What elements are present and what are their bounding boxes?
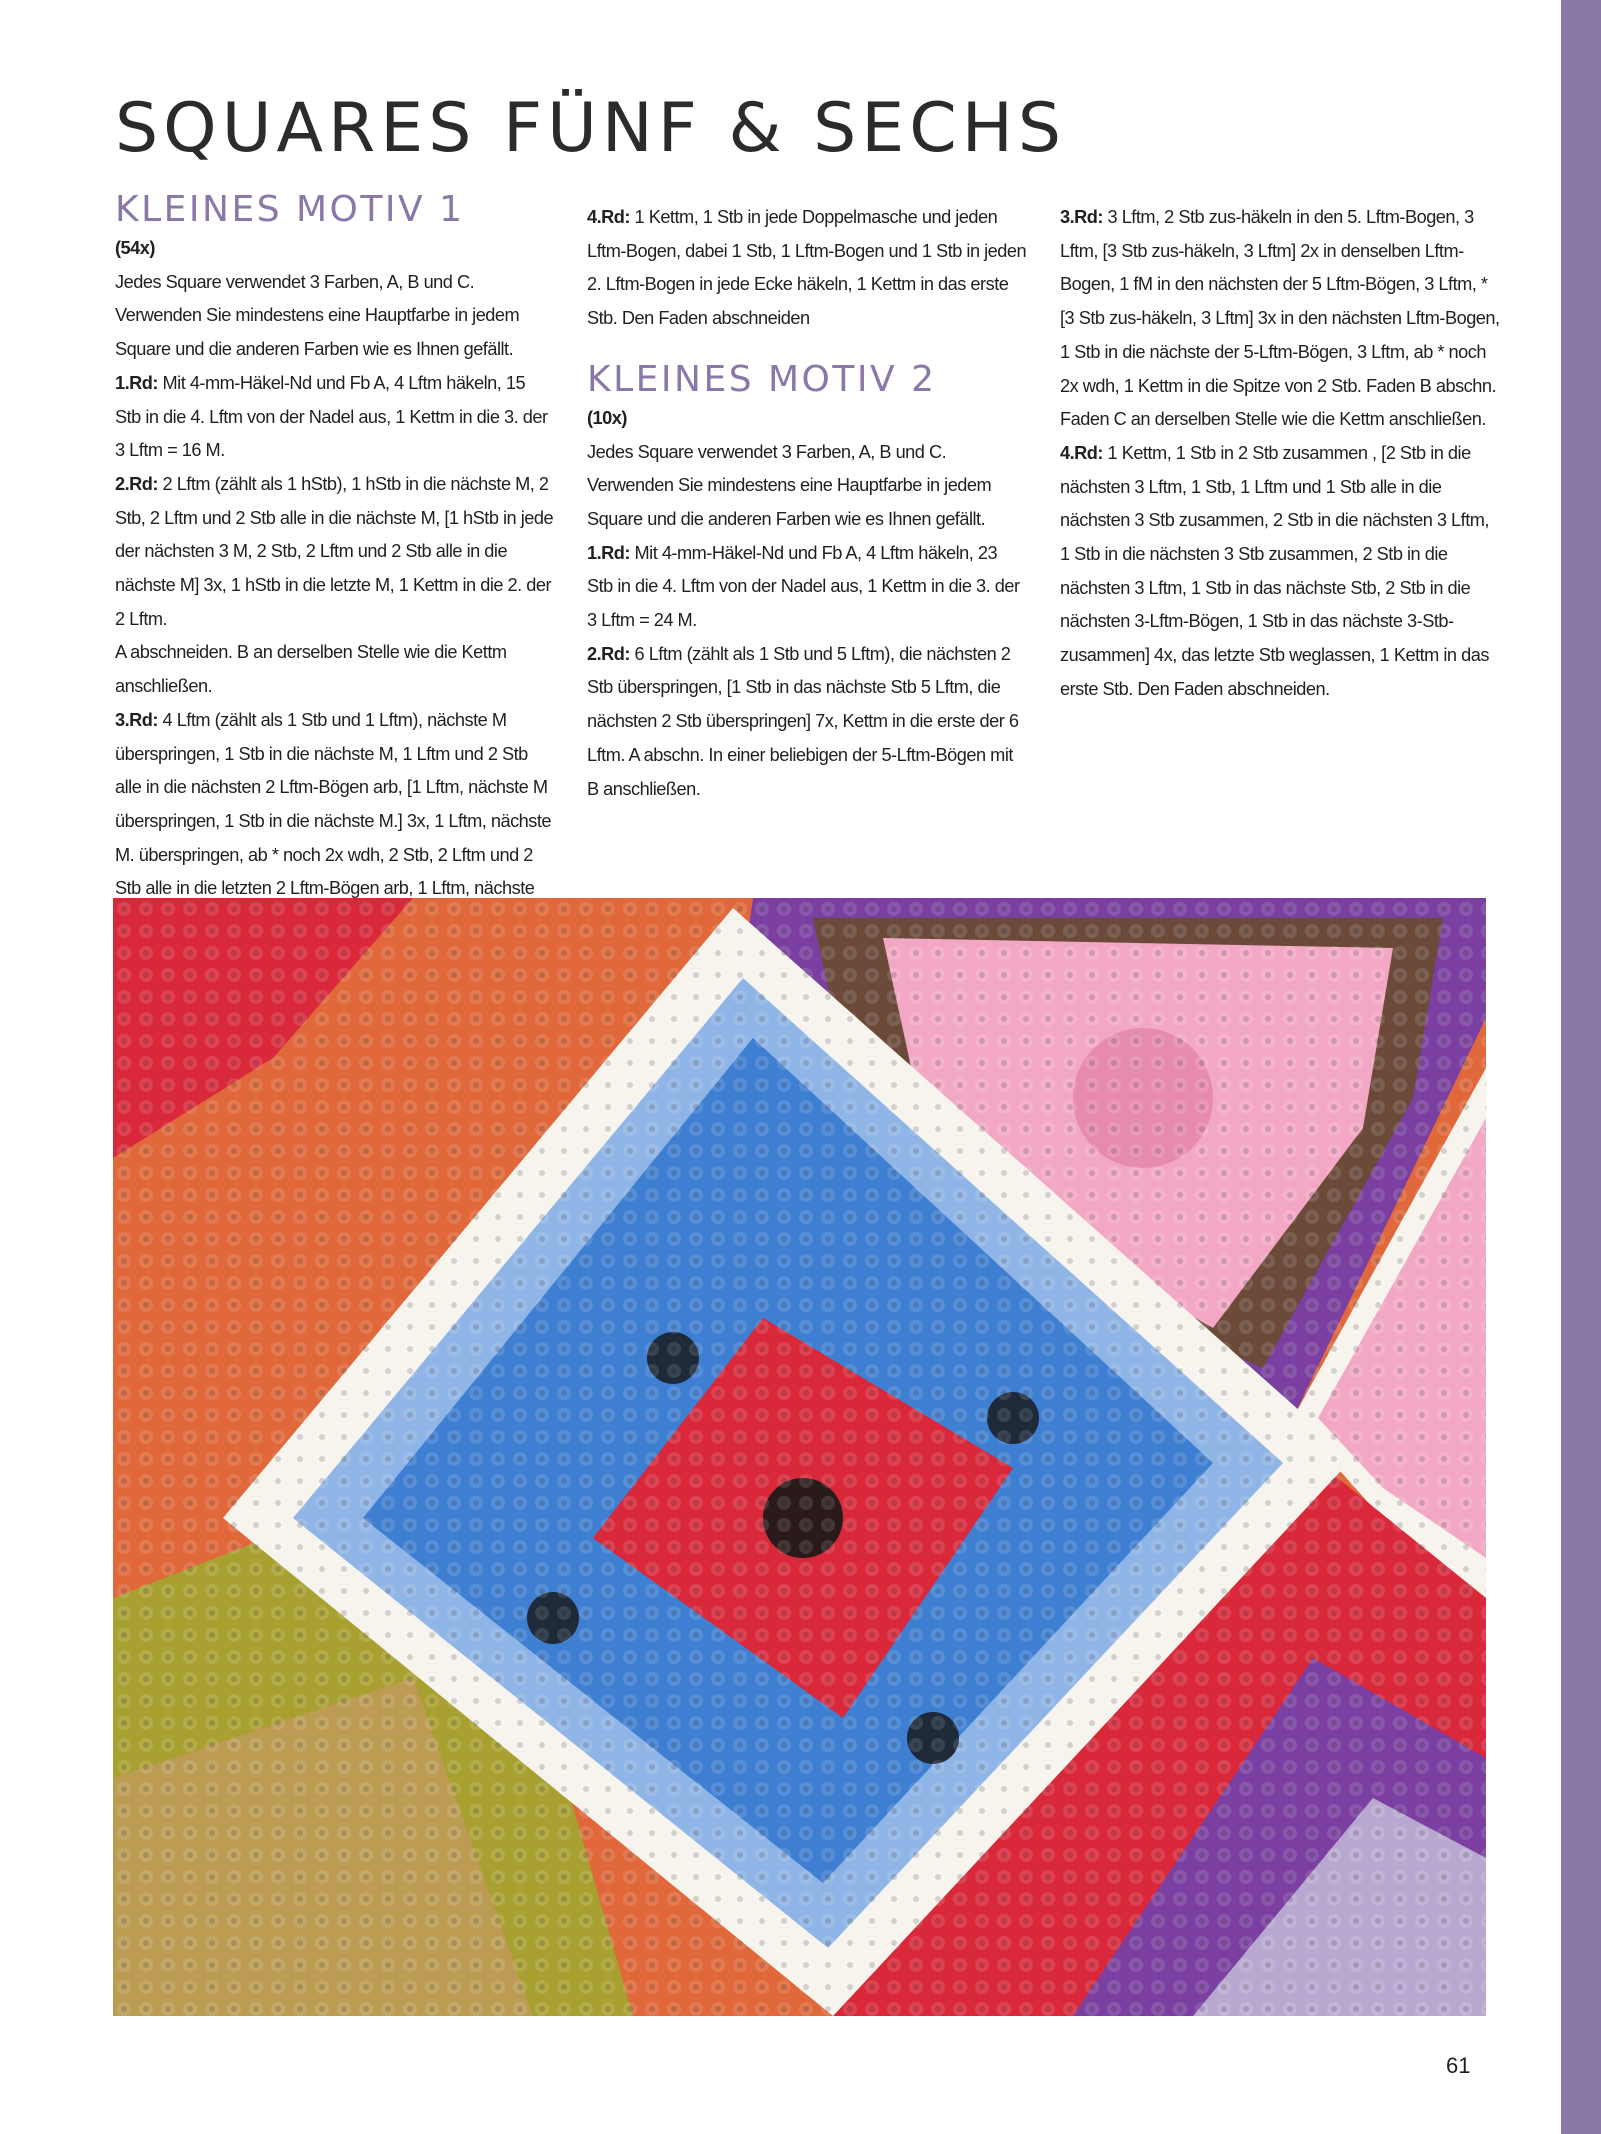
motif1-round-4 — [587, 201, 1027, 336]
motif2-round-4-label: 4.Rd: — [1060, 442, 1103, 463]
motif2-intro: Jedes Square verwendet 3 Farben, A, B und C. Verwenden Sie mindestens eine Hauptfarbe in jedem Square und die anderen Farben wie es Ihnen gefällt. — [587, 441, 992, 529]
motif2-round-3-text: 3 Lftm, 2 Stb zus-häkeln in den 5. Lftm-Bogen, 3 Lftm, [3 Stb zus-häkeln, 3 Lftm] 2x in denselben Lftm-Bogen, 1 fM in den nächsten der 5 Lftm-Bögen, 3 Lftm, *[3 Stb zus-häkeln, 3 Lftm] 3x in den nächsten Lftm-Bogen, 1 Stb in die nächste der 5-Lftm-Bögen, 3 Lftm, ab * noch 2x wdh, 1 Kettm in die Spitze von 2 Stb. Faden B abschn. — [1060, 207, 1500, 396]
motif2-round-2-text: 6 Lftm (zählt als 1 Stb und 5 Lftm), die nächsten 2 Stb überspringen, [1 Stb in das nächste Stb 5 Lftm, die nächsten 2 Stb überspringen] 7x, Kettm in die erste der 6 Lftm. A abschn. In einer beliebigen der 5-Lftm-Bögen mit B anschließen. — [587, 643, 1019, 799]
motif2-round-4-text: 1 Kettm, 1 Stb in 2 Stb zusammen , [2 Stb in die nächsten 3 Lftm, 1 Stb, 1 Lftm und 1 Stb alle in die nächsten 3 Stb zusammen, 2 Stb in die nächsten 3 Lftm, 1 Stb in die nächsten 3 Stb zusammen, 2 Stb in die nächsten 3 Lftm, 1 Stb in das nächste Stb, 2 Stb in die nächsten 3-Lftm-Bögen, 1 Stb in das nächste 3-Stb-zusammen] 4x, das letzte Stb weglassen, 1 Kettm in das erste Stb. Den Faden abschneiden. — [1060, 442, 1489, 699]
motif1-intro: Jedes Square verwendet 3 Farben, A, B und C. Verwenden Sie mindestens eine Hauptfarbe in jedem Square und die anderen Farben wie es Ihnen gefällt. — [115, 271, 520, 360]
motif1-round-4-text: 1 Kettm, 1 Stb in jede Doppelmasche und jeden Lftm-Bogen, dabei 1 Stb, 1 Lftm-Bogen und 1 Stb in jeden 2. Lftm-Bogen in jede Ecke häkeln, 1 Kettm in das erste Stb. Den Faden abschneiden — [587, 207, 1027, 329]
motif1-round-2 — [115, 468, 555, 637]
crochet-illustration — [113, 898, 1486, 2016]
motif2-round-3 — [1060, 201, 1500, 403]
motif1-round-1 — [115, 367, 555, 468]
motif2-count: (10x) — [587, 407, 627, 428]
page-title: SQUARES FÜNF & SECHS — [115, 89, 1066, 168]
motif1-round-4-label: 4.Rd: — [587, 207, 630, 227]
motif2-round-1 — [587, 537, 1027, 638]
motif2-round-4 — [1060, 437, 1500, 707]
motif1-round-3-text: 4 Lftm (zählt als 1 Stb und 1 Lftm), nächste M überspringen, 1 Stb in die nächste M, 1 Lftm und 2 Stb alle in die nächsten 2 Lftm-Bögen arb, [1 Lftm, nächste M überspringen, 1 Stb in die nächste M.] 3x, 1 Lftm, nächste M. überspringen, ab * noch 2x wdh, 2 Stb, 2 Lftm und 2 Stb alle in die letzten 2 Lftm-Bögen arb, 1 Lftm, nächste — [115, 709, 552, 899]
motif1-round-1-text: Mit 4-mm-Häkel-Nd und Fb A, 4 Lftm häkeln, 15 Stb in die 4. Lftm von der Nadel aus, 1 Kettm in die 3. der 3 Lftm = 16 M. — [115, 372, 548, 461]
side-color-bar — [1561, 0, 1601, 2134]
motif2-round-3-label: 3.Rd: — [1060, 207, 1103, 227]
crochet-squares-photo — [113, 898, 1486, 2016]
motif2-round-3-note: Faden C an derselben Stelle wie die Kettm anschließen. — [1060, 409, 1486, 430]
motif1-heading: KLEINES MOTIV 1 — [115, 189, 465, 230]
motif1-round-2-label: 2.Rd: — [115, 473, 158, 494]
motif2-round-2-label: 2.Rd: — [587, 643, 630, 664]
stitch-texture — [113, 898, 1486, 2016]
page-number: 61 — [1446, 2053, 1471, 2078]
motif2-round-1-label: 1.Rd: — [587, 542, 630, 563]
motif1-round-1-label: 1.Rd: — [115, 372, 158, 393]
motif2-round-2 — [587, 638, 1027, 807]
motif1-count: (54x) — [115, 238, 155, 258]
motif1-round-2-text: 2 Lftm (zählt als 1 hStb), 1 hStb in die nächste M, 2 Stb, 2 Lftm und 2 Stb alle in die nächste M, [1 hStb in jede der nächsten 3 M, 2 Stb, 2 Lftm und 2 Stb alle in die nächste M] 3x, 1 hStb in die letzte M, 1 Kettm in die 2. der 2 Lftm. — [115, 473, 554, 629]
motif1-round-3-label: 3.Rd: — [115, 709, 158, 730]
motif1-round-2-note: A abschneiden. B an derselben Stelle wie die Kettm anschließen. — [115, 642, 507, 697]
text-column-3 — [1060, 201, 1500, 707]
motif2-round-1-text: Mit 4-mm-Häkel-Nd und Fb A, 4 Lftm häkeln, 23 Stb in die 4. Lftm von der Nadel aus, 1 Kettm in die 3. der 3 Lftm = 24 M. — [587, 542, 1020, 631]
motif2-heading: KLEINES MOTIV 2 — [587, 358, 937, 400]
text-column-2 — [587, 201, 1027, 806]
